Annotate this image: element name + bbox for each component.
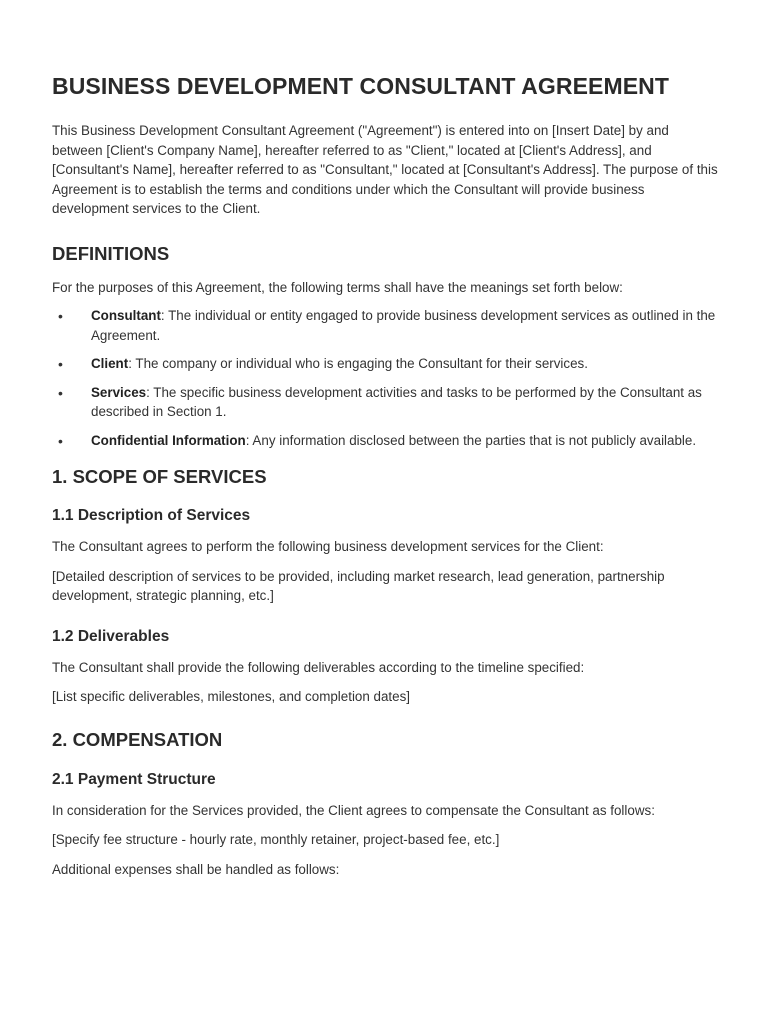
payment-structure-text: In consideration for the Services provided, the Client agrees to compensate the Consultant as follows:: [52, 802, 655, 818]
definitions-intro: For the purposes of this Agreement, the following terms shall have the meanings set forth below:: [52, 279, 623, 295]
bullet-icon: •: [58, 308, 63, 324]
definition-text: : The specific business development activities and tasks to be performed by the Consultant as described in Section 1.: [91, 384, 702, 419]
payment-structure-placeholder: [Specify fee structure - hourly rate, monthly retainer, project-based fee, etc.]: [52, 832, 500, 847]
deliverables-placeholder: [List specific deliverables, milestones, and completion dates]: [52, 689, 411, 704]
description-of-services-text: The Consultant agrees to perform the following business development services for the Client:: [52, 539, 604, 554]
deliverables-text: The Consultant shall provide the following deliverables according to the timeline specified:: [52, 659, 585, 675]
description-of-services-heading: 1.1 Description of Services: [52, 507, 251, 524]
definition-text: : The company or individual who is engaging the Consultant for their services.: [128, 356, 588, 371]
definition-term: Confidential Information: [91, 432, 246, 448]
scope-of-services-heading: 1. SCOPE OF SERVICES: [52, 466, 267, 487]
definition-term: Client: [91, 356, 129, 371]
definition-term: Consultant: [91, 308, 161, 323]
description-of-services-placeholder: [Detailed description of services to be provided, including market research, lead generation, partnership development, strategic planning, etc.]: [52, 568, 665, 603]
compensation-heading: 2. COMPENSATION: [52, 728, 223, 750]
definition-term: Services: [91, 384, 147, 400]
bullet-icon: •: [58, 432, 63, 449]
definition-item-confidential-information: [52, 431, 722, 451]
document-page: [52, 70, 722, 889]
definition-item-client: [52, 354, 722, 374]
definition-text: : The individual or entity engaged to provide business development services as outlined in the Agreement.: [91, 308, 716, 343]
payment-structure-heading: 2.1 Payment Structure: [52, 770, 216, 788]
definitions-list: [52, 306, 722, 450]
bullet-icon: •: [58, 356, 63, 372]
deliverables-heading: 1.2 Deliverables: [52, 627, 170, 645]
intro-paragraph: This Business Development Consultant Agreement ("Agreement") is entered into on [Insert Date] by and between [Client's Company Name], hereafter referred to as "Client," located at [Client's Address], and [Consultant's Name], hereafter referred to as "Consultant," located at [Consultant's Address]. The purpose of this Agreement is to establish the terms and conditions under which the Consultant will provide business development services to the Client.: [52, 123, 718, 216]
definition-item-services: [52, 383, 722, 422]
definition-item-consultant: [52, 306, 722, 345]
bullet-icon: •: [58, 384, 63, 401]
additional-expenses-text: Additional expenses shall be handled as follows:: [52, 861, 340, 877]
definition-text: : Any information disclosed between the parties that is not publicly available.: [245, 432, 697, 448]
document-title: BUSINESS DEVELOPMENT CONSULTANT AGREEMENT: [52, 73, 670, 99]
definitions-heading: DEFINITIONS: [52, 242, 170, 264]
